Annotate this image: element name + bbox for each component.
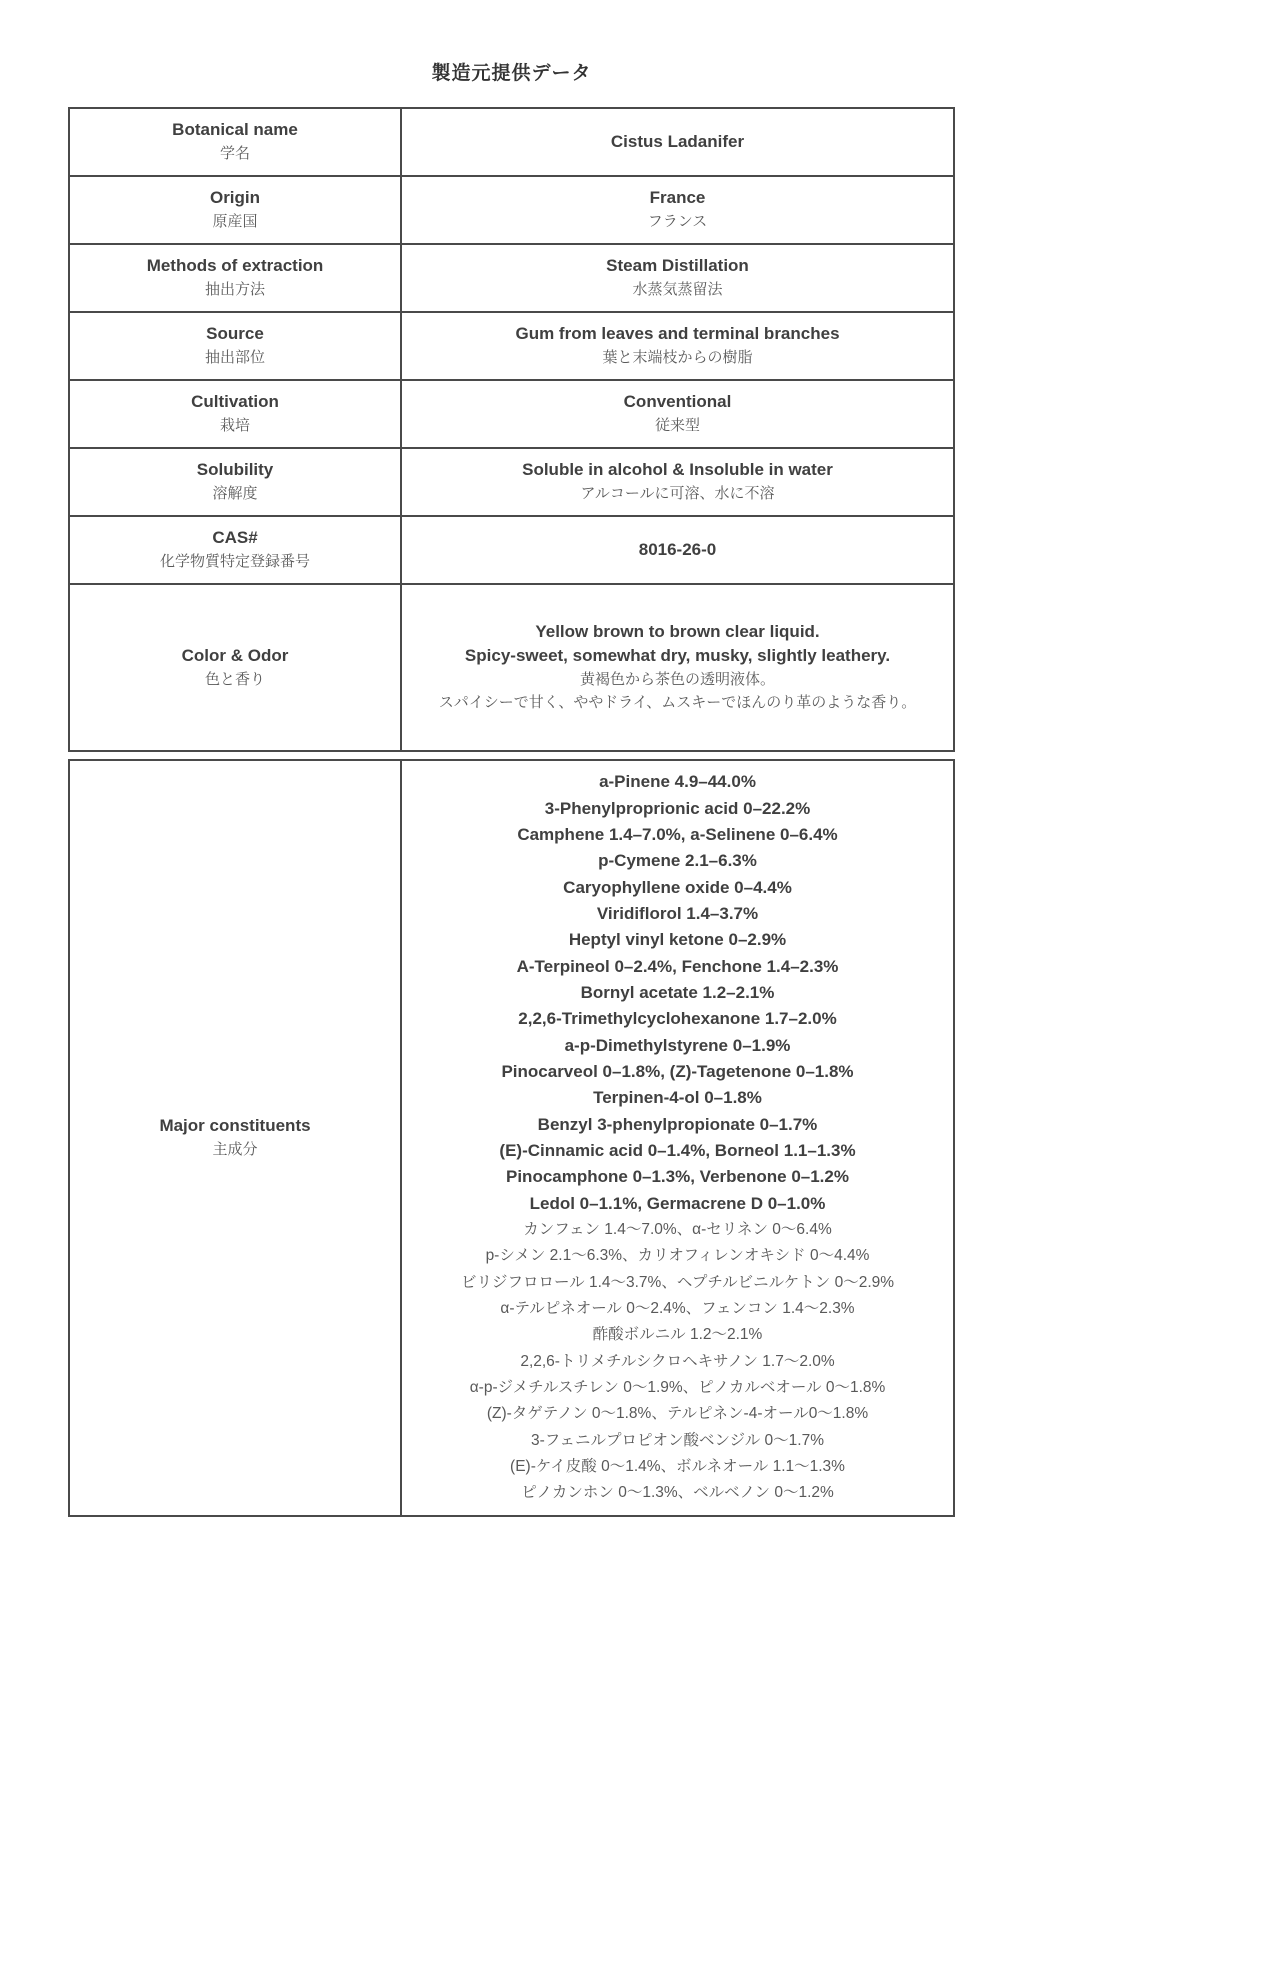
label-en: CAS# — [212, 528, 258, 548]
table-row-botanical-name — [69, 108, 954, 176]
label-en: Origin — [209, 188, 261, 208]
constituent-line-en: Pinocarveol 0–1.8%, (Z)-Tagetenone 0–1.8% — [501, 1061, 854, 1081]
constituent-line-ja: 3-フェニルプロピオン酸ベンジル 0〜1.7% — [531, 1431, 824, 1449]
value-en: Conventional — [623, 392, 732, 412]
constituent-line-ja: (E)-ケイ皮酸 0〜1.4%、ボルネオール 1.1〜1.3% — [510, 1458, 845, 1476]
value-en: Cistus Ladanifer — [610, 132, 745, 152]
constituent-line-en: 2,2,6-Trimethylcyclohexanone 1.7–2.0% — [518, 1009, 837, 1029]
label-en: Botanical name — [172, 120, 298, 140]
label-en: Cultivation — [191, 392, 279, 412]
label-ja: 抽出方法 — [204, 281, 265, 299]
spec-table-main — [68, 107, 955, 752]
constituent-line-en: Ledol 0–1.1%, Germacrene D 0–1.0% — [529, 1193, 826, 1213]
row-label — [69, 108, 401, 176]
constituent-line-en: (E)-Cinnamic acid 0–1.4%, Borneol 1.1–1.3% — [499, 1141, 856, 1160]
value-en: Steam Distillation — [606, 256, 749, 276]
constituent-line-en: Terpinen-4-ol 0–1.8% — [593, 1088, 762, 1108]
constituent-line-en: 3-Phenylproprionic acid 0–22.2% — [544, 798, 811, 818]
constituent-line-en: Bornyl acetate 1.2–2.1% — [580, 982, 775, 1002]
row-label — [69, 176, 401, 244]
constituent-line-en: Pinocamphone 0–1.3%, Verbenone 0–1.2% — [506, 1167, 849, 1187]
row-label — [69, 448, 401, 516]
row-value — [401, 108, 954, 176]
constituent-line-en: Camphene 1.4–7.0%, a-Selinene 0–6.4% — [517, 824, 838, 844]
value-ja: 水蒸気蒸留法 — [632, 281, 723, 299]
row-value — [401, 312, 954, 380]
constituent-line-ja: 2,2,6-トリメチルシクロヘキサノン 1.7〜2.0% — [520, 1352, 835, 1370]
constituent-line-ja: p-シメン 2.1〜6.3%、カリオフィレンオキシド 0〜4.4% — [485, 1247, 870, 1265]
label-en: Major constituents — [159, 1116, 311, 1136]
constituent-line-en: p-Cymene 2.1–6.3% — [598, 851, 757, 871]
row-label — [69, 312, 401, 380]
row-label — [69, 380, 401, 448]
value-ja: フランス — [647, 213, 708, 231]
row-value — [401, 380, 954, 448]
value-en-line: Yellow brown to brown clear liquid. — [535, 622, 820, 642]
label-en: Color & Odor — [181, 645, 289, 665]
row-label — [69, 760, 401, 1516]
table-row-color-odor — [69, 584, 954, 751]
value-en: 8016-26-0 — [638, 540, 717, 560]
constituent-line-ja: カンフェン 1.4〜7.0%、α-セリネン 0〜6.4% — [523, 1221, 832, 1239]
table-row-origin — [69, 176, 954, 244]
constituent-line-ja: 酢酸ボルニル 1.2〜2.1% — [592, 1326, 763, 1344]
table-row-solubility — [69, 448, 954, 516]
page-title: 製造元提供データ — [431, 63, 592, 84]
table-row-cas — [69, 516, 954, 584]
row-value — [401, 244, 954, 312]
table-row-major-constituents — [69, 760, 954, 1516]
constituent-line-ja: ピノカンホン 0〜1.3%、ベルベノン 0〜1.2% — [521, 1484, 834, 1502]
constituent-line-en: Heptyl vinyl ketone 0–2.9% — [568, 930, 787, 950]
datasheet — [68, 58, 955, 1517]
constituent-line-ja: (Z)-タゲテノン 0〜1.8%、テルピネン-4-オール0〜1.8% — [486, 1405, 869, 1423]
constituent-line-ja: α-p-ジメチルスチレン 0〜1.9%、ピノカルベオール 0〜1.8% — [469, 1379, 886, 1397]
value-en: Gum from leaves and terminal branches — [515, 324, 840, 344]
label-ja: 色と香り — [204, 670, 265, 688]
row-label — [69, 244, 401, 312]
table-row-extraction — [69, 244, 954, 312]
value-ja: アルコールに可溶、水に不溶 — [580, 485, 775, 503]
table-row-cultivation — [69, 380, 954, 448]
value-en-line: Spicy-sweet, somewhat dry, musky, slightly leathery. — [464, 646, 891, 666]
label-en: Solubility — [196, 460, 274, 480]
row-label — [69, 516, 401, 584]
constituent-line-en: Caryophyllene oxide 0–4.4% — [563, 877, 792, 897]
label-ja: 化学物質特定登録番号 — [159, 553, 310, 571]
label-ja: 主成分 — [212, 1141, 258, 1159]
label-ja: 学名 — [219, 145, 250, 163]
value-ja-line: 黄褐色から茶色の透明液体。 — [579, 671, 775, 689]
constituent-line-en: a-Pinene 4.9–44.0% — [599, 772, 756, 792]
value-ja: 従来型 — [654, 417, 700, 435]
constituent-line-en: Benzyl 3-phenylpropionate 0–1.7% — [537, 1114, 818, 1134]
label-ja: 原産国 — [212, 213, 258, 231]
constituent-line-en: Viridiflorol 1.4–3.7% — [596, 903, 759, 923]
label-en: Source — [206, 324, 264, 344]
label-ja: 溶解度 — [212, 485, 258, 503]
constituent-line-ja: α-テルピネオール 0〜2.4%、フェンコン 1.4〜2.3% — [500, 1300, 855, 1318]
value-ja-line: スパイシーで甘く、ややドライ、ムスキーでほんのり革のような香り。 — [438, 694, 917, 712]
label-ja: 栽培 — [219, 417, 250, 435]
label-ja: 抽出部位 — [204, 349, 265, 367]
constituent-line-en: a-p-Dimethylstyrene 0–1.9% — [564, 1035, 791, 1055]
spec-table-constituents — [68, 759, 955, 1517]
value-en: France — [649, 188, 706, 208]
constituent-line-ja: ビリジフロロール 1.4〜3.7%、ヘプチルビニルケトン 0〜2.9% — [460, 1273, 895, 1291]
value-en: Soluble in alcohol & Insoluble in water — [522, 460, 833, 480]
value-ja: 葉と末端枝からの樹脂 — [602, 349, 753, 367]
row-value — [401, 584, 954, 751]
constituent-line-en: A-Terpineol 0–2.4%, Fenchone 1.4–2.3% — [516, 956, 839, 976]
row-value — [401, 516, 954, 584]
row-label — [69, 584, 401, 751]
table-section-gap — [68, 752, 955, 759]
label-en: Methods of extraction — [146, 256, 324, 276]
row-value — [401, 448, 954, 516]
row-value — [401, 176, 954, 244]
table-row-source — [69, 312, 954, 380]
row-value — [401, 760, 954, 1516]
